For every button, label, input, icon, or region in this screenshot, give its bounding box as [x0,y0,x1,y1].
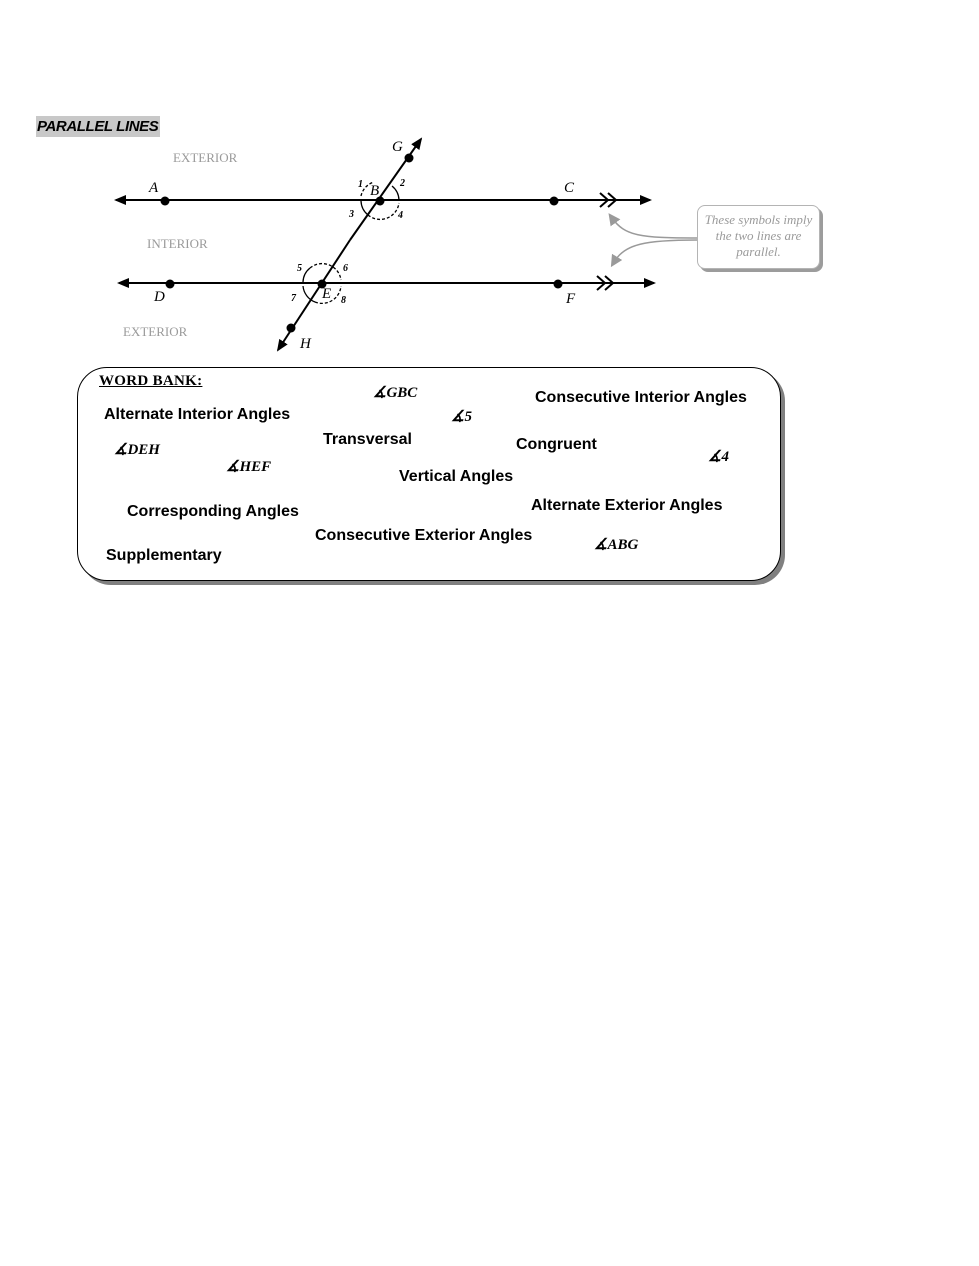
point-c [550,197,559,206]
exterior-top-label: EXTERIOR [173,150,238,165]
word-alternate-interior-angles: Alternate Interior Angles [104,406,291,423]
angle-label-4: 4 [398,210,403,221]
word-angle-4: ∡4 [708,449,729,465]
exterior-bottom-label: EXTERIOR [123,324,188,339]
label-g: G [392,139,403,155]
point-a [161,197,170,206]
word-angle-abg: ∡ABG [594,537,639,553]
word-vertical-angles: Vertical Angles [399,468,514,485]
callout-arrow-bottom [614,240,697,262]
angle-label-2: 2 [400,178,405,189]
interior-label: INTERIOR [147,236,208,251]
word-supplementary: Supplementary [106,547,222,564]
page-title: PARALLEL LINES [37,118,159,135]
angle-arc-b-4 [368,203,399,219]
word-consecutive-exterior-angles: Consecutive Exterior Angles [315,527,533,544]
word-angle-hef: ∡HEF [226,459,272,475]
angle-label-8: 8 [341,295,346,306]
label-e: E [322,286,332,302]
word-angle-gbc: ∡GBC [373,385,418,401]
parallel-symbol-callout: These symbols imply the two lines are parallel. [697,205,820,269]
label-b: B [370,183,380,199]
angle-label-1: 1 [358,179,363,190]
word-angle-deh: ∡DEH [114,442,160,458]
point-f [554,280,563,289]
angle-arc-b-3 [361,201,368,215]
angle-arc-b-2 [392,186,399,200]
angle-arc-e-5 [303,268,310,282]
callout-arrow-top [612,218,697,238]
point-g [405,154,414,163]
word-congruent: Congruent [516,436,597,453]
angle-arc-e-7 [303,286,315,302]
angle-label-7: 7 [291,293,296,304]
point-d [166,280,175,289]
angle-label-6: 6 [343,263,348,274]
label-d: D [154,289,165,305]
word-bank-heading: WORD BANK: [99,373,203,389]
label-c: C [564,180,575,196]
word-corresponding-angles: Corresponding Angles [127,503,299,520]
word-angle-5: ∡5 [451,409,472,425]
word-consecutive-interior-angles: Consecutive Interior Angles [535,389,747,406]
word-alternate-exterior-angles: Alternate Exterior Angles [531,497,723,514]
angle-label-3: 3 [349,209,354,220]
transversal-lower [278,240,350,350]
word-transversal: Transversal [323,431,412,448]
angle-label-5: 5 [297,263,302,274]
point-h [287,324,296,333]
label-f: F [566,291,576,307]
label-h: H [300,336,311,352]
label-a: A [149,180,159,196]
